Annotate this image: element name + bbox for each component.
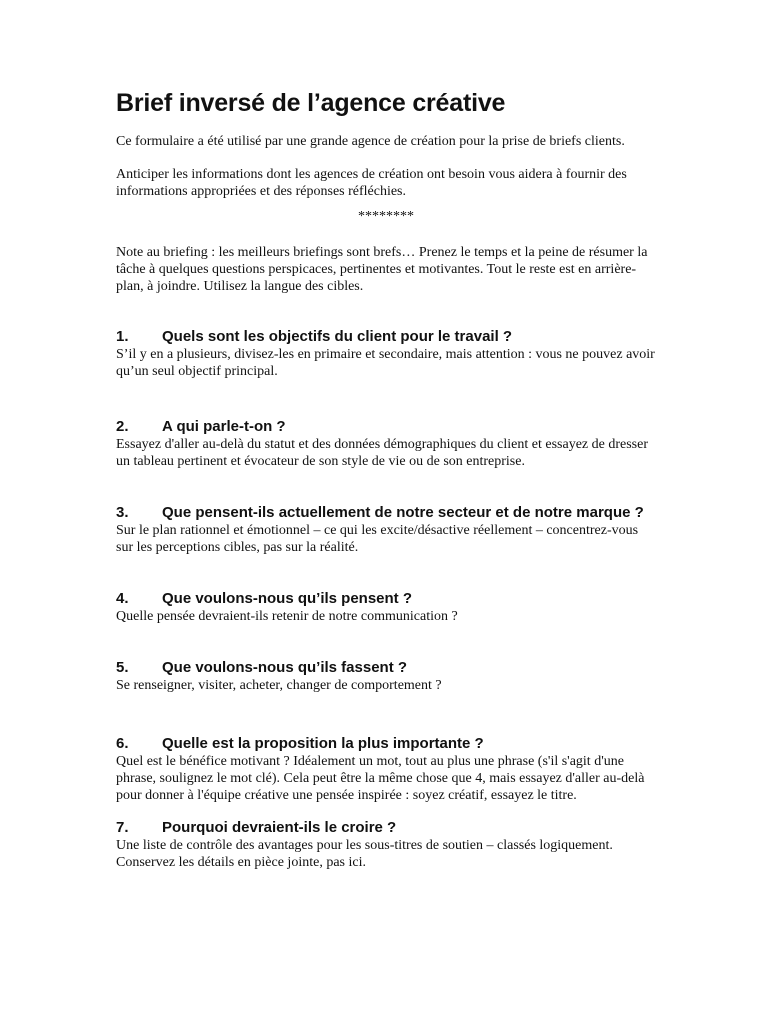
section-heading [116, 417, 656, 436]
section-body: Quel est le bénéfice motivant ? Idéalement un mot, tout au plus une phrase (s'il s'agit d'une phrase, soulignez le mot clé). Cela peut être la même chose que 4, mais essayez d'aller au-delà pour donner à l'équipe créative une pensée inspirée : soyez créatif, essayez le titre. [116, 754, 645, 803]
section-body: Se renseigner, visiter, acheter, changer de comportement ? [116, 678, 442, 693]
section-number: 3. [116, 504, 129, 521]
section-heading [116, 658, 656, 677]
section-title: Que voulons-nous qu’ils fassent ? [162, 659, 408, 676]
section-6 [116, 734, 656, 804]
intro-paragraph-1: Ce formulaire a été utilisé par une grande agence de création pour la prise de briefs clients. [116, 134, 625, 149]
section-3 [116, 503, 656, 556]
section-2 [116, 417, 656, 470]
section-title: Quels sont les objectifs du client pour le travail ? [162, 328, 513, 345]
section-4 [116, 589, 656, 625]
section-body: Essayez d'aller au-delà du statut et des données démographiques du client et essayez de dresser un tableau pertinent et évocateur de son style de vie ou de son entreprise. [116, 437, 648, 469]
section-5 [116, 658, 656, 694]
section-title: Pourquoi devraient-ils le croire ? [162, 819, 397, 836]
section-number: 2. [116, 418, 129, 435]
section-body: S’il y en a plusieurs, divisez-les en primaire et secondaire, mais attention : vous ne pouvez avoir qu’un seul objectif principal. [116, 347, 655, 379]
section-number: 7. [116, 819, 129, 836]
document-title: Brief inversé de l’agence créative [116, 89, 506, 117]
separator: ******** [358, 209, 414, 224]
section-heading [116, 327, 656, 346]
briefing-note: Note au briefing : les meilleurs briefings sont brefs… Prenez le temps et la peine de résumer la tâche à quelques questions perspicaces, pertinentes et motivantes. Tout le reste est en arrière-plan, à joindre. Utilisez la langue des cibles. [116, 245, 648, 294]
section-title: Quelle est la proposition la plus importante ? [162, 735, 484, 752]
section-heading [116, 589, 656, 608]
section-body: Quelle pensée devraient-ils retenir de notre communication ? [116, 609, 458, 624]
section-1 [116, 327, 656, 380]
intro-paragraph-2: Anticiper les informations dont les agences de création ont besoin vous aidera à fournir des informations appropriées et des réponses réfléchies. [116, 167, 627, 199]
section-number: 5. [116, 659, 129, 676]
section-heading [116, 734, 656, 753]
section-body: Sur le plan rationnel et émotionnel – ce qui les excite/désactive réellement – concentrez-vous sur les perceptions cibles, pas sur la réalité. [116, 523, 639, 555]
section-number: 1. [116, 328, 129, 345]
document-page [116, 88, 656, 871]
section-body: Une liste de contrôle des avantages pour les sous-titres de soutien – classés logiquement. Conservez les détails en pièce jointe, pas ici. [116, 838, 613, 870]
section-title: A qui parle-t-on ? [162, 418, 286, 435]
section-heading [116, 818, 656, 837]
section-heading [116, 503, 656, 522]
section-number: 4. [116, 590, 129, 607]
section-7 [116, 818, 656, 871]
section-title: Que voulons-nous qu’ils pensent ? [162, 590, 413, 607]
section-number: 6. [116, 735, 129, 752]
section-title: Que pensent-ils actuellement de notre secteur et de notre marque ? [162, 504, 644, 521]
